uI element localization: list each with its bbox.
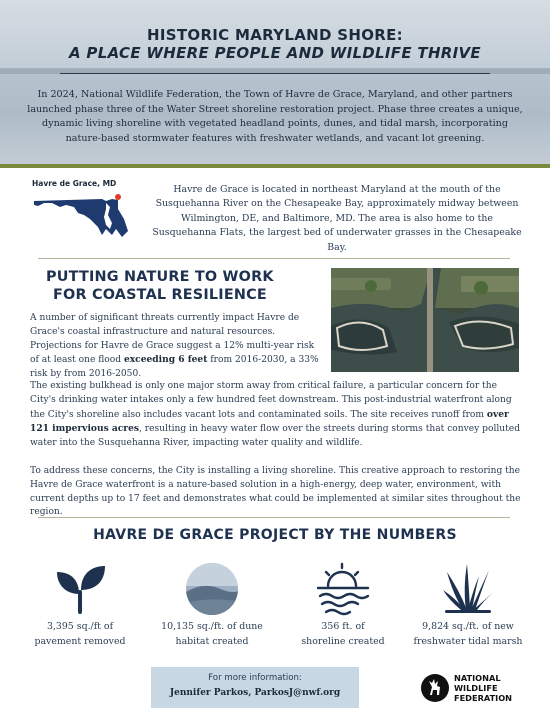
deer-logo-icon xyxy=(420,671,450,705)
solution-paragraph: To address these concerns, the City is installing a living shoreline. This creative approach to restoring the Havre de Grace waterfront is a nature-based solution in a high-energy, deep water, environment, with current depths up to 17 feet and demonstrates what could be implemented at similar sites throughout the region. xyxy=(30,466,521,518)
stat-shoreline-line1: 356 ft. of xyxy=(321,621,365,632)
maryland-map-icon xyxy=(32,179,142,251)
threats-text-a: A number of significant threats currently impact Havre de Grace's coastal infrastructure and natural resources. Projections for Havre de Grace suggest a 12% multi-year risk of at least one flood xyxy=(30,313,315,366)
contact-box xyxy=(151,667,359,708)
map-label: Havre de Grace, MD xyxy=(32,179,117,188)
nwf-logo xyxy=(420,671,530,705)
logo-line-3: FEDERATION xyxy=(454,693,513,703)
section-heading-line2: FOR COASTAL RESILIENCE xyxy=(53,287,267,303)
dune-icon xyxy=(183,560,241,618)
header-band xyxy=(0,164,550,168)
stat-marsh-line1: 9,824 sq./ft. of new xyxy=(422,621,514,632)
section-heading-line1: PUTTING NATURE TO WORK xyxy=(46,269,274,285)
bulkhead-text-a: The existing bulkhead is only one major storm away from critical failure, a particular concern for the City's drinking water intakes only a few hundred feet downstream. This post-industrial waterfront along the City's shoreline also includes vacant lots and contaminated soils. The site receives runoff from xyxy=(30,381,512,420)
stat-shoreline xyxy=(283,560,403,649)
aerial-shoreline-photo xyxy=(331,268,519,372)
marsh-grass-icon xyxy=(439,560,497,618)
bulkhead-text-b: , resulting in heavy water flow over the streets during storms that convey polluted water into the Susquehanna River, impacting water quality and wildlife. xyxy=(30,424,521,449)
contact-label: For more information: xyxy=(208,673,302,683)
logo-line-1: NATIONAL xyxy=(454,673,501,683)
stat-marsh-line2: freshwater tidal marsh xyxy=(413,635,523,647)
page-title-line1: HISTORIC MARYLAND SHORE: xyxy=(147,26,403,44)
contact-link[interactable]: Jennifer Parkos, ParkosJ@nwf.org xyxy=(169,688,341,698)
page-title-line2: A PLACE WHERE PEOPLE AND WILDLIFE THRIVE xyxy=(69,44,481,62)
threats-text-b: from 2016-2030, a 33% risk by from 2016-2050. xyxy=(30,355,319,380)
stat-dune-line1: 10,135 sq./ft. of dune xyxy=(161,621,263,632)
threats-highlight: exceeding 6 feet xyxy=(123,354,208,366)
bulkhead-paragraph xyxy=(30,380,522,451)
stat-shoreline-line2: shoreline created xyxy=(301,635,385,647)
stat-pavement xyxy=(20,560,140,649)
location-map xyxy=(32,179,142,251)
sprout-icon xyxy=(51,560,109,618)
section-divider-2 xyxy=(38,517,510,518)
shoreline-icon xyxy=(314,560,372,618)
intro-paragraph: In 2024, National Wildlife Federation, the Town of Havre de Grace, Maryland, and other partners launched phase three of the Water Street shoreline restoration project. Phase three creates a unique, dynamic living shoreline with vegetated headland points, dunes, and tidal marsh, incorporating nature-based stormwater features with freshwater wetlands, and vacant lot greening. xyxy=(27,89,523,144)
numbers-heading: HAVRE DE GRACE PROJECT BY THE NUMBERS xyxy=(93,527,457,543)
stat-dune xyxy=(152,560,272,649)
bulkhead-highlight: over 121 impervious acres xyxy=(30,408,509,435)
threats-paragraph xyxy=(30,312,322,382)
stat-pavement-line2: pavement removed xyxy=(34,635,126,647)
location-paragraph: Havre de Grace is located in northeast Maryland at the mouth of the Susquehanna River on the Chesapeake Bay, approximately midway between Wilmington, DE, and Baltimore, MD. The area is also home to the Susquehanna Flats, the largest bed of underwater grasses in the Chesapeake Bay. xyxy=(152,184,522,253)
stat-marsh xyxy=(408,560,528,649)
stat-pavement-line1: 3,395 sq./ft of xyxy=(46,621,114,632)
title-divider xyxy=(60,73,490,74)
section-divider-1 xyxy=(38,258,510,259)
logo-line-2: WILDLIFE xyxy=(454,683,498,693)
stat-dune-line2: habitat created xyxy=(175,635,249,647)
